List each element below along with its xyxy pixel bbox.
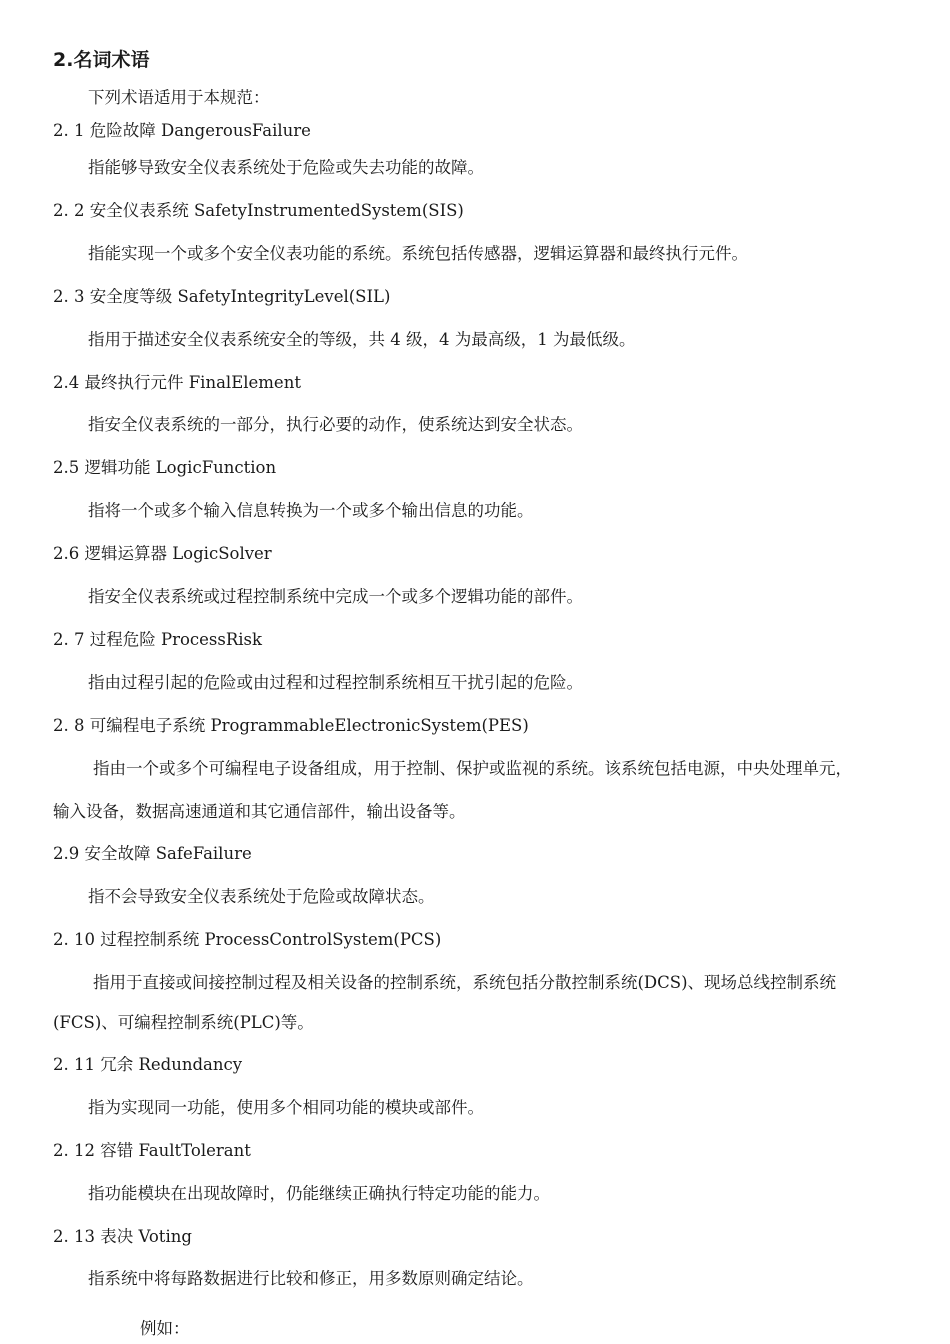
- term-heading: 2. 7 过程危险 ProcessRisk: [53, 630, 263, 649]
- term-description: 指将一个或多个输入信息转换为一个或多个输出信息的功能。: [88, 501, 534, 520]
- term-description: 指功能模块在出现故障时，仍能继续正确执行特定功能的能力。: [88, 1184, 550, 1203]
- term-heading: 2. 8 可编程电子系统 ProgrammableElectronicSystem(PES): [53, 716, 529, 735]
- term-heading: 2.5 逻辑功能 LogicFunction: [53, 458, 277, 477]
- term-description: 指能实现一个或多个安全仪表功能的系统。系统包括传感器，逻辑运算器和最终执行元件。: [88, 244, 748, 263]
- term-heading: 2. 11 冗余 Redundancy: [53, 1055, 243, 1074]
- term-description: 指安全仪表系统或过程控制系统中完成一个或多个逻辑功能的部件。: [88, 587, 583, 606]
- term-description-continued: 输入设备，数据高速通道和其它通信部件，输出设备等。: [53, 802, 466, 821]
- term-description-continued: (FCS)、可编程控制系统(PLC)等。: [53, 1013, 314, 1032]
- term-heading: 2. 2 安全仪表系统 SafetyInstrumentedSystem(SIS): [53, 201, 464, 220]
- intro-text: 下列术语适用于本规范：: [88, 88, 270, 107]
- term-heading: 2.9 安全故障 SafeFailure: [53, 844, 252, 863]
- term-description: 指能够导致安全仪表系统处于危险或失去功能的故障。: [88, 158, 484, 177]
- term-description: 指由一个或多个可编程电子设备组成，用于控制、保护或监视的系统。该系统包括电源，中央处理单元，: [93, 759, 852, 778]
- term-description: 指由过程引起的危险或由过程和过程控制系统相互干扰引起的危险。: [88, 673, 583, 692]
- term-heading: 2. 1 危险故障 DangerousFailure: [53, 121, 311, 140]
- section-title: 2.名词术语: [53, 49, 150, 71]
- term-heading: 2. 13 表决 Voting: [53, 1227, 192, 1246]
- term-heading: 2. 12 容错 FaultTolerant: [53, 1141, 251, 1160]
- example-label: 例如：: [140, 1319, 190, 1338]
- term-description: 指为实现同一功能，使用多个相同功能的模块或部件。: [88, 1098, 484, 1117]
- term-description: 指用于直接或间接控制过程及相关设备的控制系统，系统包括分散控制系统(DCS)、现场总线控制系统: [93, 973, 837, 992]
- term-description: 指不会导致安全仪表系统处于危险或故障状态。: [88, 887, 435, 906]
- term-heading: 2.6 逻辑运算器 LogicSolver: [53, 544, 272, 563]
- term-heading: 2. 3 安全度等级 SafetyIntegrityLevel(SIL): [53, 287, 391, 306]
- term-description: 指用于描述安全仪表系统安全的等级，共 4 级，4 为最高级，1 为最低级。: [88, 330, 636, 349]
- term-heading: 2. 10 过程控制系统 ProcessControlSystem(PCS): [53, 930, 442, 949]
- term-description: 指系统中将每路数据进行比较和修正，用多数原则确定结论。: [88, 1269, 534, 1288]
- term-description: 指安全仪表系统的一部分，执行必要的动作，使系统达到安全状态。: [88, 415, 583, 434]
- term-heading: 2.4 最终执行元件 FinalElement: [53, 373, 301, 392]
